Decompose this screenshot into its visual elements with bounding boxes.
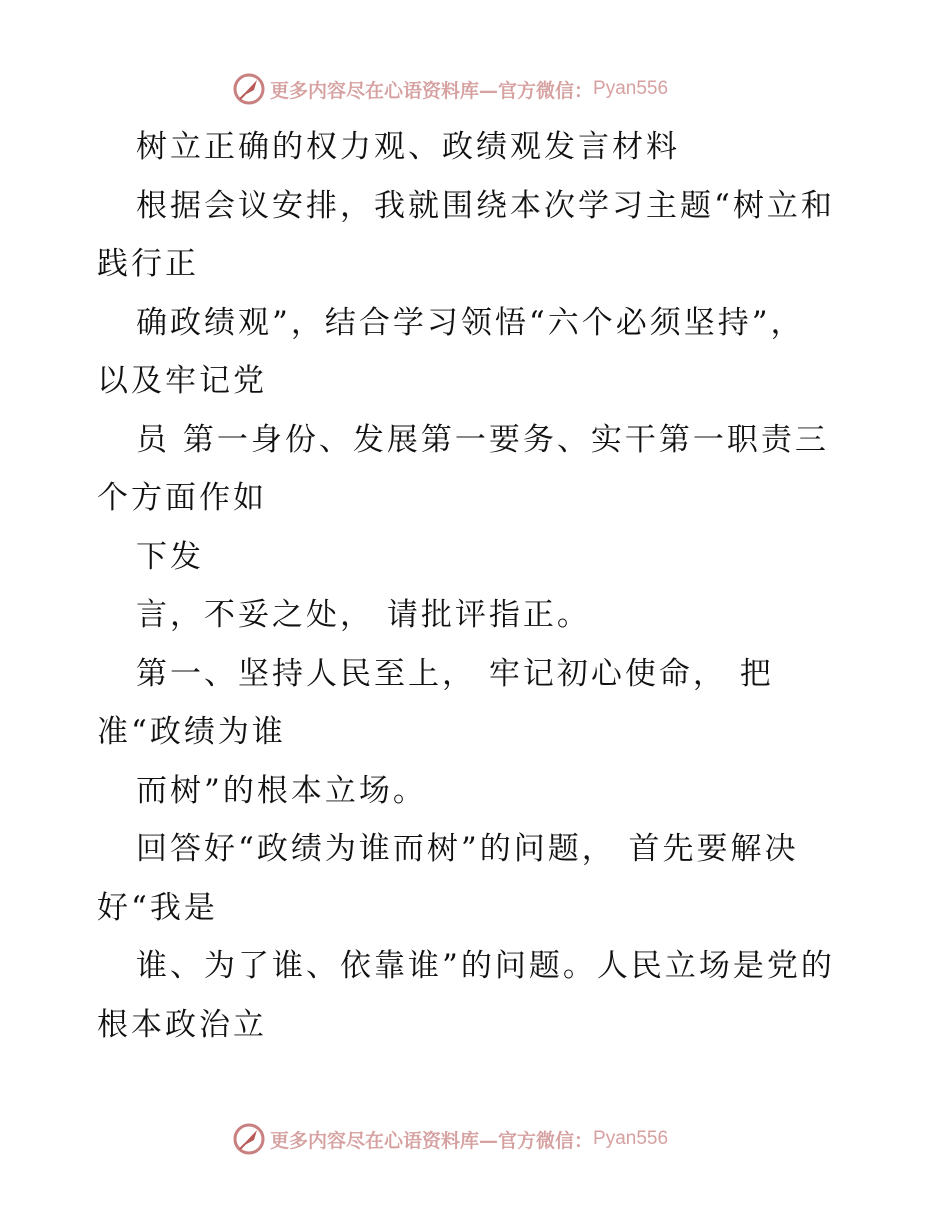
watermark-handle: Pyan556 bbox=[593, 1128, 669, 1149]
header-watermark bbox=[232, 72, 668, 106]
text-line: 确政绩观”，结合学习领悟“六个必须坚持”， bbox=[136, 305, 805, 341]
text-line: 言，不妥之处， 请批评指正。 bbox=[136, 597, 591, 633]
watermark-text: 更多内容尽在心语资料库—官方微信： bbox=[270, 79, 594, 102]
text-line: 践行正 bbox=[97, 246, 199, 282]
document-title: 树立正确的权力观、政绩观发言材料 bbox=[136, 129, 680, 165]
quill-circle-logo-icon bbox=[232, 72, 266, 106]
section-heading-line: 而树”的根本立场。 bbox=[136, 773, 427, 809]
text-line: 下发 bbox=[136, 539, 204, 575]
text-line: 回答好“政绩为谁而树”的问题， 首先要解决 bbox=[136, 831, 799, 867]
watermark-handle: Pyan556 bbox=[593, 78, 669, 99]
text-line: 根本政治立 bbox=[97, 1007, 267, 1043]
watermark-text: 更多内容尽在心语资料库—官方微信： bbox=[270, 1129, 594, 1152]
quill-circle-logo-icon bbox=[232, 1122, 266, 1156]
footer-watermark bbox=[232, 1122, 668, 1156]
section-heading-line: 准“政绩为谁 bbox=[97, 714, 286, 750]
text-line: 根据会议安排，我就围绕本次学习主题“树立和 bbox=[136, 188, 835, 224]
text-line: 以及牢记党 bbox=[97, 363, 267, 399]
text-line: 员 第一身份、发展第一要务、实干第一职责三 bbox=[136, 422, 829, 458]
text-line: 好“我是 bbox=[97, 890, 218, 926]
text-line: 个方面作如 bbox=[97, 480, 267, 516]
section-heading-line: 第一、坚持人民至上， 牢记初心使命， 把 bbox=[136, 656, 774, 692]
text-line: 谁、为了谁、依靠谁”的问题。人民立场是党的 bbox=[136, 948, 835, 984]
